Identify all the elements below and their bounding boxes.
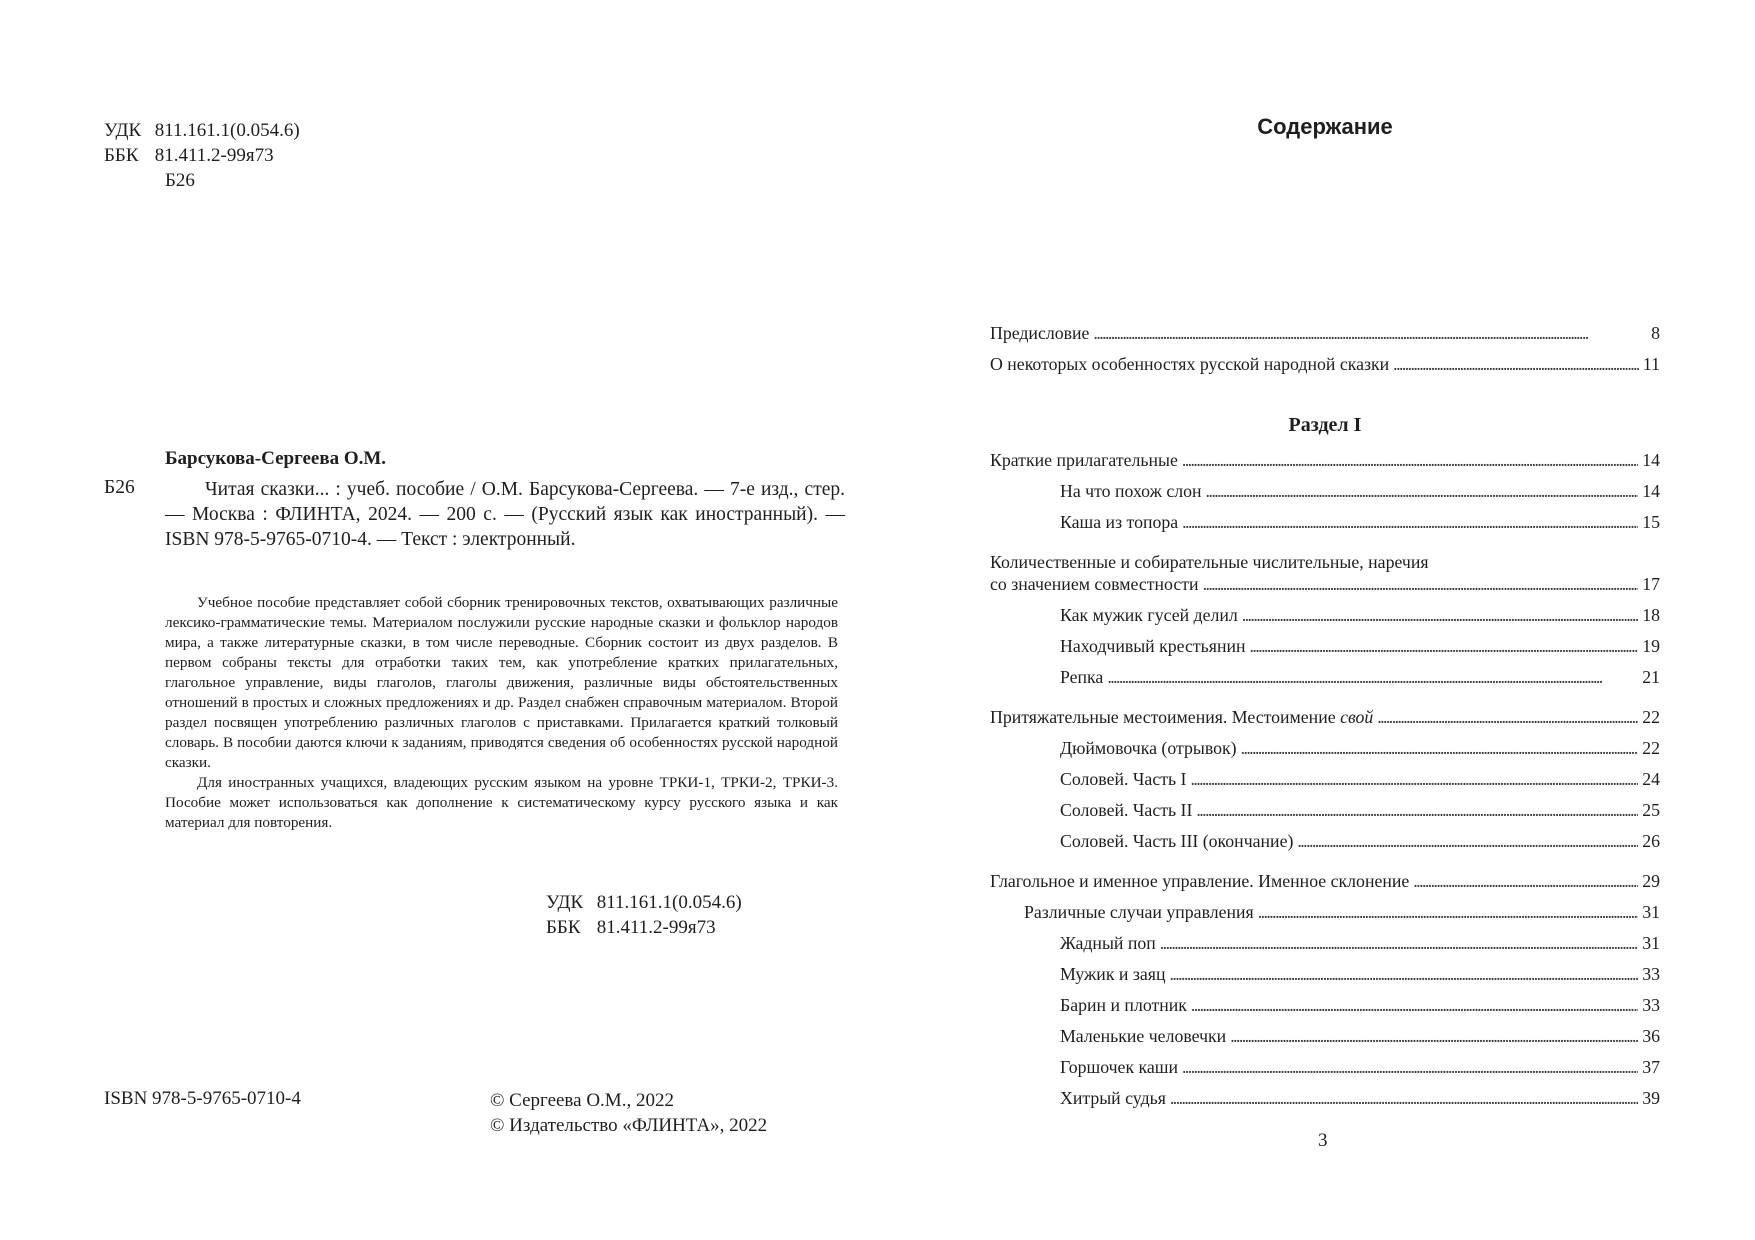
udk-value: 811.161.1(0.054.6) (154, 120, 300, 141)
toc-entry-label: Барин и плотник (1060, 995, 1187, 1015)
biblio-code: Б26 (104, 477, 135, 498)
toc-dot-leader (1190, 769, 1638, 790)
toc-entry-label: Соловей. Часть III (окончание) (1060, 831, 1294, 851)
toc-dot-leader (1377, 707, 1638, 728)
toc-entry-label: Различные случаи управления (1024, 902, 1254, 922)
toc-entry[interactable] (1024, 902, 1660, 928)
toc-entry[interactable] (1060, 512, 1660, 538)
toc-dot-leader (1169, 964, 1638, 985)
toc-dot-leader (1160, 933, 1638, 954)
udk-label: УДК (104, 120, 142, 141)
toc-entry-label: Мужик и заяц (1060, 964, 1166, 984)
toc-entry[interactable] (1060, 831, 1660, 857)
copyright-author: © Сергеева О.М., 2022 (490, 1090, 674, 1111)
toc-entry[interactable] (1060, 769, 1660, 795)
toc-dot-leader (1182, 512, 1638, 533)
annotation (165, 593, 838, 833)
toc-title: Содержание (1257, 114, 1393, 139)
toc-entry[interactable] (1060, 605, 1660, 631)
toc-dot-leader (1107, 667, 1638, 688)
annotation-paragraph-2: Для иностранных учащихся, владеющих русским языком на уровне ТРКИ-1, ТРКИ-2, ТРКИ-3. Пособие может использоваться как дополнение к систематическому курсу русского языка и как материал для повторения. (165, 774, 838, 831)
bbk-value: 81.411.2-99я73 (154, 145, 274, 166)
toc-entry-label: Дюймовочка (отрывок) (1060, 738, 1237, 758)
toc-entry[interactable] (1060, 964, 1660, 990)
bbk-label: ББК (104, 145, 139, 166)
toc-entry[interactable] (990, 323, 1660, 349)
toc-entry-page: 11 (1642, 354, 1660, 374)
toc-entry-page: 8 (1651, 323, 1660, 343)
toc-entry-page: 25 (1642, 800, 1660, 820)
toc-entry-page: 17 (1642, 574, 1660, 594)
toc-entry-page: 14 (1642, 450, 1660, 470)
toc-entry-page: 39 (1642, 1088, 1660, 1108)
toc-entry[interactable] (990, 871, 1660, 897)
toc-entry-page: 19 (1642, 636, 1660, 656)
toc-entry-page: 15 (1642, 512, 1660, 532)
toc-dot-leader (1182, 450, 1638, 471)
toc-entry-label: со значением совместности (990, 574, 1199, 594)
toc-entry-label-main: Притяжательные местоимения. Местоимение (990, 707, 1336, 727)
toc-entry-label: Краткие прилагательные (990, 450, 1178, 470)
toc-dot-leader (1393, 354, 1639, 375)
toc-entry[interactable] (990, 574, 1660, 600)
toc-dot-leader (1206, 481, 1639, 502)
toc-entry-page: 24 (1642, 769, 1660, 789)
copyright-publisher: © Издательство «ФЛИНТА», 2022 (490, 1115, 768, 1136)
toc-entry-page: 31 (1642, 902, 1660, 922)
toc-entry-label-multiline[interactable]: Количественные и собирательные числительные, наречия (990, 552, 1429, 572)
biblio-description (165, 477, 845, 552)
toc-entry[interactable] (1060, 1026, 1660, 1052)
toc-entry-label: Маленькие человечки (1060, 1026, 1227, 1046)
toc-entry-page: 29 (1642, 871, 1660, 891)
toc-entry[interactable] (1060, 933, 1660, 959)
toc-entry-label: Хитрый судья (1060, 1088, 1166, 1108)
toc-entry-label: Предисловие (990, 323, 1090, 343)
toc-entry-label: Соловей. Часть I (1060, 769, 1187, 789)
toc-entry-label: Соловей. Часть II (1060, 800, 1193, 820)
toc-dot-leader (1242, 605, 1638, 626)
toc-entry[interactable] (990, 707, 1660, 733)
toc-entry[interactable] (1060, 1088, 1660, 1114)
toc-dot-leader (1413, 871, 1638, 892)
udk-label-bottom: УДК (546, 892, 584, 913)
toc-entry-page: 22 (1642, 707, 1660, 727)
bbk-label-bottom: ББК (546, 917, 581, 938)
toc-entry-page: 36 (1642, 1026, 1660, 1046)
isbn: ISBN 978-5-9765-0710-4 (104, 1088, 301, 1109)
toc-entry-label: Находчивый крестьянин (1060, 636, 1246, 656)
bbk-line (104, 143, 274, 168)
toc-entry-label: Жадный поп (1060, 933, 1156, 953)
section-title: Раздел I (1288, 414, 1362, 436)
toc-dot-leader (1196, 800, 1638, 821)
toc-entry[interactable] (1060, 800, 1660, 826)
toc-entry-page: 33 (1642, 964, 1660, 984)
udk-line-bottom (546, 890, 742, 915)
toc-entry-page: 31 (1642, 933, 1660, 953)
toc-dot-leader (1191, 995, 1638, 1016)
toc-entry-label: Горшочек каши (1060, 1057, 1179, 1077)
toc-dot-leader (1182, 1057, 1638, 1078)
author-heading: Барсукова-Сергеева О.М. (165, 448, 387, 469)
toc-dot-leader (1170, 1088, 1638, 1109)
toc-entry-page: 33 (1642, 995, 1660, 1015)
author-mark: Б26 (165, 170, 195, 191)
udk-line (104, 118, 300, 143)
annotation-paragraph-1: Учебное пособие представляет собой сборник тренировочных текстов, охватывающих различные лексико-грамматические темы. Материалом послужили русские народные сказки и фольклор народов мира, а также литературные сказки, в том числе переводные. Сборник состоит из двух разделов. В первом собраны тексты для отработки таких тем, как употребление кратких прилагательных, глагольное управление, виды глаголов, глаголы движения, различные виды обстоятельственных отношений в простых и сложных предложениях и др. Раздел снабжен справочным материалом. Второй раздел посвящен употреблению различных глаголов с приставками. Прилагается краткий толковый словарь. В пособии даются ключи к заданиям, приводятся сведения об особенностях русской народной сказки. (165, 594, 838, 771)
toc-entry-page: 18 (1642, 605, 1660, 625)
toc-entry-page: 21 (1642, 667, 1660, 687)
toc-entry-label: Как мужик гусей делил (1060, 605, 1238, 625)
page-number: 3 (1318, 1130, 1328, 1151)
toc-entry-page: 26 (1642, 831, 1660, 851)
bbk-line-bottom (546, 915, 716, 940)
toc-entry-label-italic: свой (1340, 707, 1374, 727)
toc-entry-label: На что похож слон (1060, 481, 1202, 501)
toc-entry[interactable] (990, 450, 1660, 476)
toc-dot-leader (1230, 1026, 1638, 1047)
toc-entry-page: 14 (1642, 481, 1660, 501)
toc-entry-label: Глагольное и именное управление. Именное склонение (990, 871, 1410, 891)
toc-entry[interactable] (1060, 636, 1660, 662)
toc-entry[interactable] (1060, 481, 1660, 507)
toc-entry-label: Каша из топора (1060, 512, 1179, 532)
toc-entry-label: О некоторых особенностях русской народной сказки (990, 354, 1390, 374)
toc-entry[interactable] (1060, 1057, 1660, 1083)
toc-dot-leader (1258, 902, 1639, 923)
udk-value-bottom: 811.161.1(0.054.6) (596, 892, 742, 913)
toc-entry[interactable] (1060, 738, 1660, 764)
toc-entry[interactable] (1060, 667, 1660, 693)
toc-dot-leader (1250, 636, 1639, 657)
toc-dot-leader (1297, 831, 1638, 852)
toc-entry-page: 22 (1642, 738, 1660, 758)
toc-entry-label (990, 707, 1373, 728)
toc-entry[interactable] (1060, 995, 1660, 1021)
toc-dot-leader (1241, 738, 1639, 759)
toc-dot-leader (1203, 574, 1639, 595)
toc-dot-leader (1093, 323, 1647, 344)
biblio-text: Читая сказки... : учеб. пособие / О.М. Барсукова-Сергеева. — 7-е изд., стер. — Москва : ФЛИНТА, 2024. — 200 с. — (Русский язык как иностранный). — ISBN 978-5-9765-0710-4. — Текст : электронный. (165, 479, 845, 550)
toc-entry[interactable] (990, 354, 1660, 380)
toc-entry-label: Репка (1060, 667, 1104, 687)
toc-entry-page: 37 (1642, 1057, 1660, 1077)
bbk-value-bottom: 81.411.2-99я73 (596, 917, 716, 938)
